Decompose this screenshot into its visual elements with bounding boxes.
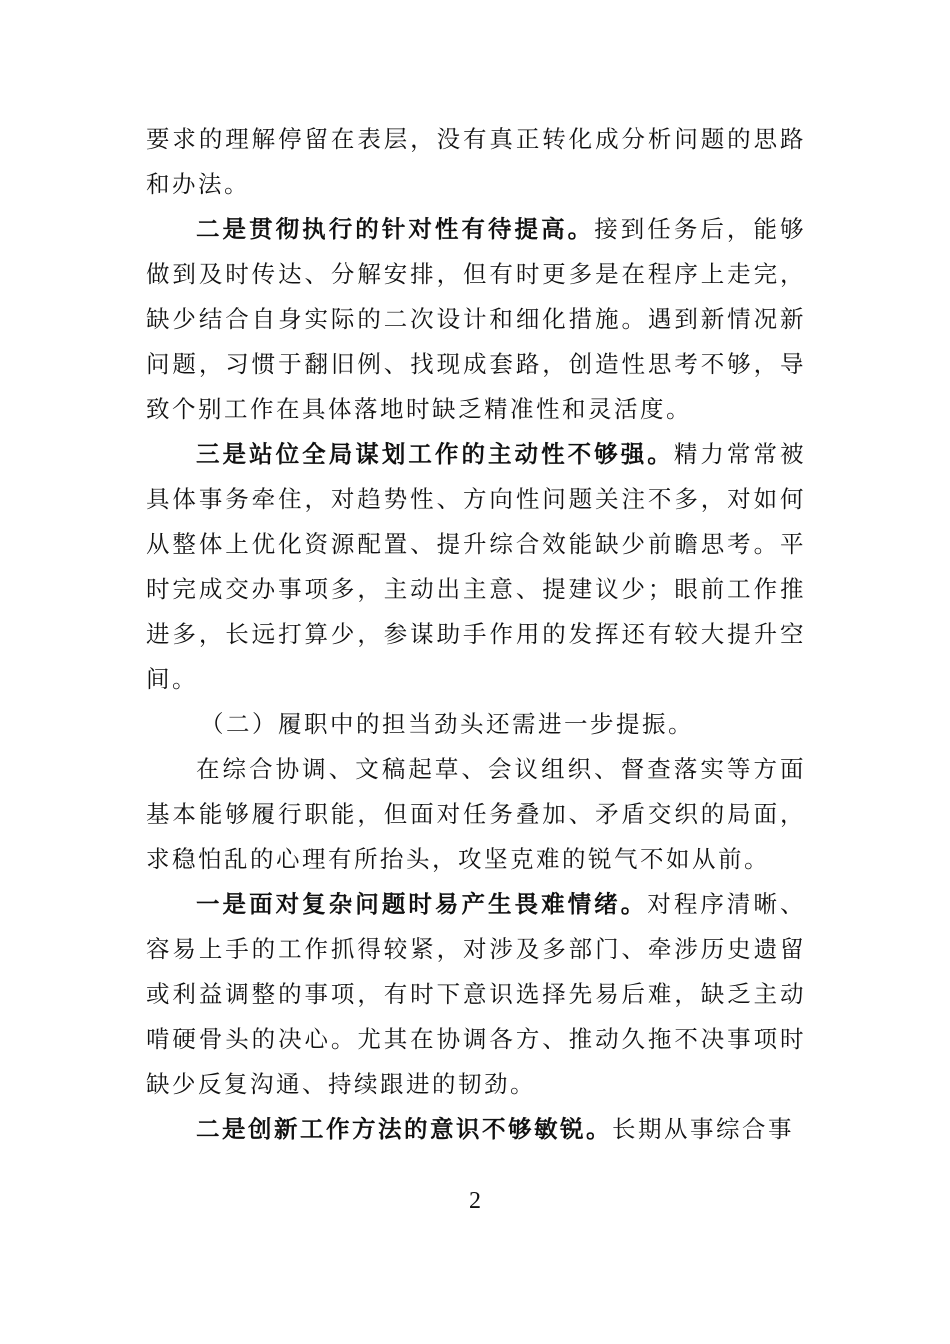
paragraph-point-two xyxy=(146,207,806,432)
section-heading-text: （二）履职中的担当劲头还需进一步提振。 xyxy=(200,710,694,738)
paragraph-lead: 一是面对复杂问题时易产生畏难情绪。 xyxy=(196,890,648,918)
paragraph-point-three xyxy=(146,432,806,702)
paragraph-point-one xyxy=(146,882,806,1107)
paragraph-text: 对程序清晰、容易上手的工作抓得较紧，对涉及多部门、牵涉历史遗留或利益调整的事项，有时下意识选择先易后难，缺乏主动啃硬骨头的决心。尤其在协调各方、推动久拖不决事项时缺少反复沟通、持续跟进的韧劲。 xyxy=(146,890,807,1098)
paragraph-text: 接到任务后，能够做到及时传达、分解安排，但有时更多是在程序上走完，缺少结合自身实际的二次设计和细化措施。遇到新情况新问题，习惯于翻旧例、找现成套路，创造性思考不够，导致个别工作在具体落地时缺乏精准性和灵活度。 xyxy=(146,215,807,423)
paragraph-point-two-innovation xyxy=(146,1107,806,1152)
paragraph-text: 精力常常被具体事务牵住，对趋势性、方向性问题关注不多，对如何从整体上优化资源配置、提升综合效能缺少前瞻思考。平时完成交办事项多，主动出主意、提建议少；眼前工作推进多，长远打算少，参谋助手作用的发挥还有较大提升空间。 xyxy=(146,440,807,693)
paragraph-lead: 二是创新工作方法的意识不够敏锐。 xyxy=(196,1115,612,1143)
paragraph-lead: 三是站位全局谋划工作的主动性不够强。 xyxy=(196,440,674,468)
paragraph-text: 要求的理解停留在表层，没有真正转化成分析问题的思路和办法。 xyxy=(146,125,806,198)
section-heading xyxy=(146,702,806,747)
paragraph-continuation xyxy=(146,117,806,207)
document-body xyxy=(146,117,806,1152)
paragraph-section-intro xyxy=(146,747,806,882)
paragraph-lead: 二是贯彻执行的针对性有待提高。 xyxy=(196,215,595,243)
paragraph-text: 长期从事综合事 xyxy=(612,1115,794,1143)
paragraph-text: 在综合协调、文稿起草、会议组织、督查落实等方面基本能够履行职能，但面对任务叠加、矛盾交织的局面，求稳怕乱的心理有所抬头，攻坚克难的锐气不如从前。 xyxy=(146,755,806,873)
page-number: 2 xyxy=(469,1188,481,1214)
